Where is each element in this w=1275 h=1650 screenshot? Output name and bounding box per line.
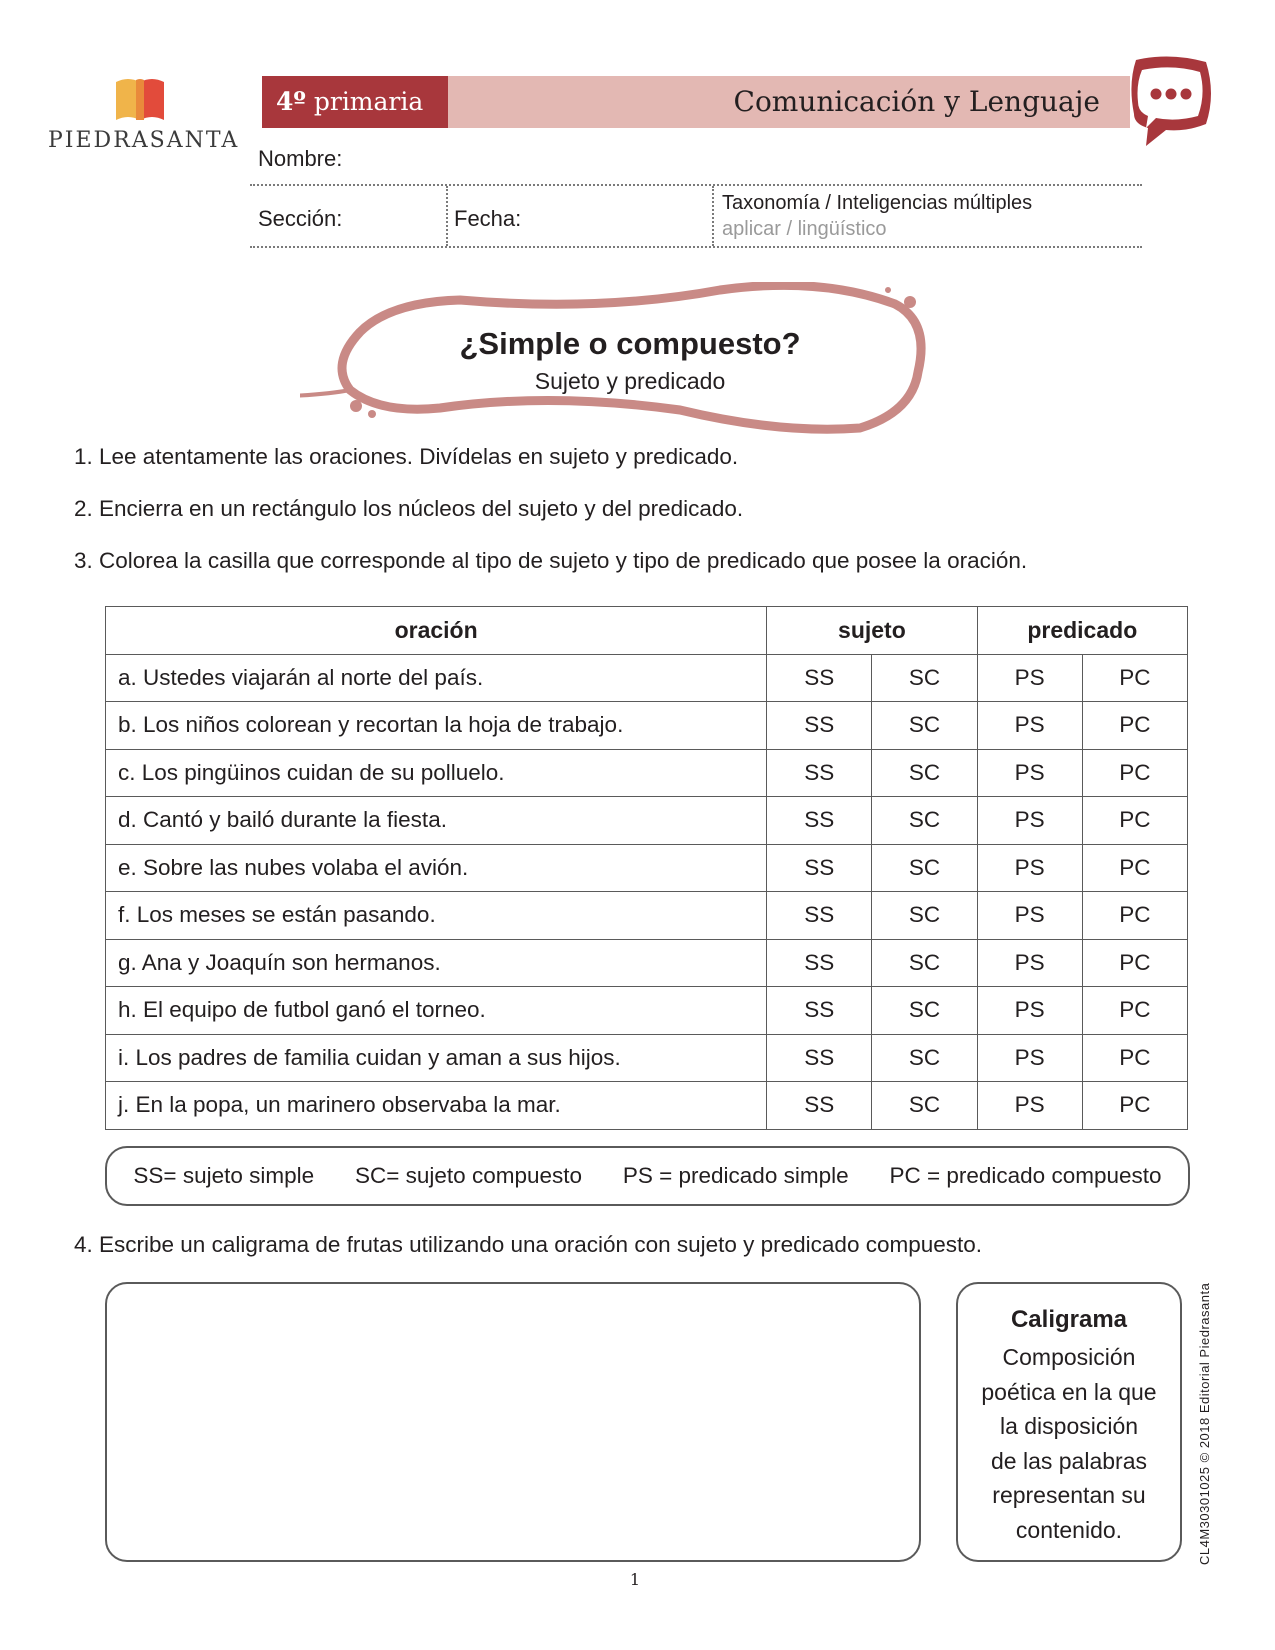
taxonomy-label: Taxonomía / Inteligencias múltiples	[722, 192, 1033, 214]
sentence-cell: f. Los meses se están pasando.	[106, 892, 767, 940]
option-cell-ss[interactable]: SS	[767, 892, 872, 940]
sentence-cell: j. En la popa, un marinero observaba la mar.	[106, 1082, 767, 1130]
option-cell-pc[interactable]: PC	[1082, 797, 1187, 845]
option-cell-ss[interactable]: SS	[767, 749, 872, 797]
copyright-note: CL4M30301025 © 2018 Editorial Piedrasanta	[1197, 1282, 1212, 1565]
option-cell-ps[interactable]: PS	[977, 892, 1082, 940]
definition-line: Composición	[1002, 1344, 1136, 1370]
option-cell-sc[interactable]: SC	[872, 939, 977, 987]
definition-box	[956, 1282, 1182, 1562]
abbreviation-legend	[105, 1146, 1190, 1206]
definition-text	[958, 1340, 1180, 1547]
option-cell-pc[interactable]: PC	[1082, 749, 1187, 797]
option-cell-ss[interactable]: SS	[767, 844, 872, 892]
sentence-cell: a. Ustedes viajarán al norte del país.	[106, 654, 767, 702]
option-cell-ss[interactable]: SS	[767, 1034, 872, 1082]
option-cell-pc[interactable]: PC	[1082, 654, 1187, 702]
page-number: 1	[629, 1570, 641, 1589]
option-cell-ps[interactable]: PS	[977, 844, 1082, 892]
option-cell-ss[interactable]: SS	[767, 654, 872, 702]
divider	[250, 184, 1142, 186]
date-label: Fecha:	[454, 206, 522, 231]
column-header-sujeto: sujeto	[767, 607, 977, 655]
legend-item: PC = predicado compuesto	[889, 1163, 1162, 1188]
definition-line: contenido.	[1015, 1516, 1123, 1543]
option-cell-ps[interactable]: PS	[977, 1034, 1082, 1082]
option-cell-sc[interactable]: SC	[872, 1082, 977, 1130]
option-cell-ss[interactable]: SS	[767, 939, 872, 987]
option-cell-ss[interactable]: SS	[767, 797, 872, 845]
legend-item: PS = predicado simple	[622, 1163, 849, 1188]
table-row	[106, 654, 1188, 702]
instruction-2: 2. Encierra en un rectángulo los núcleos del sujeto y del predicado.	[74, 496, 744, 521]
column-header-oracion: oración	[106, 607, 767, 655]
classification-table	[105, 606, 1188, 1130]
legend-item: SS= sujeto simple	[133, 1163, 315, 1188]
instruction-4: 4. Escribe un caligrama de frutas utilizando una oración con sujeto y predicado compuesto.	[74, 1232, 983, 1257]
sentence-cell: d. Cantó y bailó durante la fiesta.	[106, 797, 767, 845]
legend-item: SC= sujeto compuesto	[355, 1163, 582, 1188]
sentence-cell: b. Los niños colorean y recortan la hoja de trabajo.	[106, 702, 767, 750]
grade-badge	[262, 76, 448, 128]
option-cell-pc[interactable]: PC	[1082, 939, 1187, 987]
option-cell-ps[interactable]: PS	[977, 1082, 1082, 1130]
book-icon	[114, 76, 166, 120]
definition-line: poética en la que	[981, 1378, 1157, 1405]
table-row	[106, 892, 1188, 940]
subject-title: Comunicación y Lenguaje	[733, 85, 1100, 118]
table-row	[106, 1082, 1188, 1130]
option-cell-ps[interactable]: PS	[977, 702, 1082, 750]
sentence-cell: e. Sobre las nubes volaba el avión.	[106, 844, 767, 892]
option-cell-ps[interactable]: PS	[977, 939, 1082, 987]
title-banner	[300, 282, 960, 452]
option-cell-sc[interactable]: SC	[872, 844, 977, 892]
definition-title: Caligrama	[1010, 1306, 1128, 1333]
option-cell-pc[interactable]: PC	[1082, 1082, 1187, 1130]
option-cell-pc[interactable]: PC	[1082, 892, 1187, 940]
calligram-answer-area[interactable]	[105, 1282, 921, 1562]
option-cell-ss[interactable]: SS	[767, 987, 872, 1035]
sentence-cell: h. El equipo de futbol ganó el torneo.	[106, 987, 767, 1035]
worksheet-title: ¿Simple o compuesto?	[459, 326, 801, 361]
instruction-1: 1. Lee atentamente las oraciones. Divídelas en sujeto y predicado.	[74, 444, 739, 469]
option-cell-ps[interactable]: PS	[977, 654, 1082, 702]
sentence-cell: g. Ana y Joaquín son hermanos.	[106, 939, 767, 987]
table-row	[106, 987, 1188, 1035]
column-header-predicado: predicado	[977, 607, 1187, 655]
definition-line: de las palabras	[991, 1447, 1147, 1474]
grade-label: primaria	[313, 87, 424, 116]
grade-number: 4º	[276, 87, 306, 116]
divider	[446, 186, 448, 246]
option-cell-sc[interactable]: SC	[872, 892, 977, 940]
definition-line: la disposición	[999, 1413, 1139, 1439]
name-label: Nombre:	[258, 146, 343, 171]
option-cell-sc[interactable]: SC	[872, 987, 977, 1035]
option-cell-sc[interactable]: SC	[872, 702, 977, 750]
option-cell-pc[interactable]: PC	[1082, 702, 1187, 750]
option-cell-sc[interactable]: SC	[872, 749, 977, 797]
table-header-row	[106, 607, 1188, 655]
option-cell-ps[interactable]: PS	[977, 987, 1082, 1035]
table-row	[106, 797, 1188, 845]
brand-name: PIEDRASANTA	[48, 128, 240, 153]
table-row	[106, 1034, 1188, 1082]
option-cell-pc[interactable]: PC	[1082, 987, 1187, 1035]
instruction-3: 3. Colorea la casilla que corresponde al tipo de sujeto y tipo de predicado que posee la oración.	[74, 548, 1028, 573]
table-row	[106, 749, 1188, 797]
taxonomy-value: aplicar / lingüístico	[722, 218, 887, 240]
divider	[250, 246, 1142, 248]
table-row	[106, 939, 1188, 987]
option-cell-sc[interactable]: SC	[872, 797, 977, 845]
sentence-cell: i. Los padres de familia cuidan y aman a sus hijos.	[106, 1034, 767, 1082]
section-label: Sección:	[258, 206, 343, 231]
table-row	[106, 702, 1188, 750]
option-cell-ss[interactable]: SS	[767, 1082, 872, 1130]
option-cell-ps[interactable]: PS	[977, 749, 1082, 797]
option-cell-pc[interactable]: PC	[1082, 1034, 1187, 1082]
option-cell-sc[interactable]: SC	[872, 654, 977, 702]
option-cell-ps[interactable]: PS	[977, 797, 1082, 845]
table-row	[106, 844, 1188, 892]
publisher-logo	[48, 72, 238, 162]
option-cell-pc[interactable]: PC	[1082, 844, 1187, 892]
worksheet-subtitle: Sujeto y predicado	[534, 368, 726, 394]
option-cell-sc[interactable]: SC	[872, 1034, 977, 1082]
option-cell-ss[interactable]: SS	[767, 702, 872, 750]
divider	[712, 186, 714, 246]
definition-line: representan su	[992, 1482, 1146, 1508]
chat-bubble-icon	[1126, 54, 1214, 150]
sentence-cell: c. Los pingüinos cuidan de su polluelo.	[106, 749, 767, 797]
